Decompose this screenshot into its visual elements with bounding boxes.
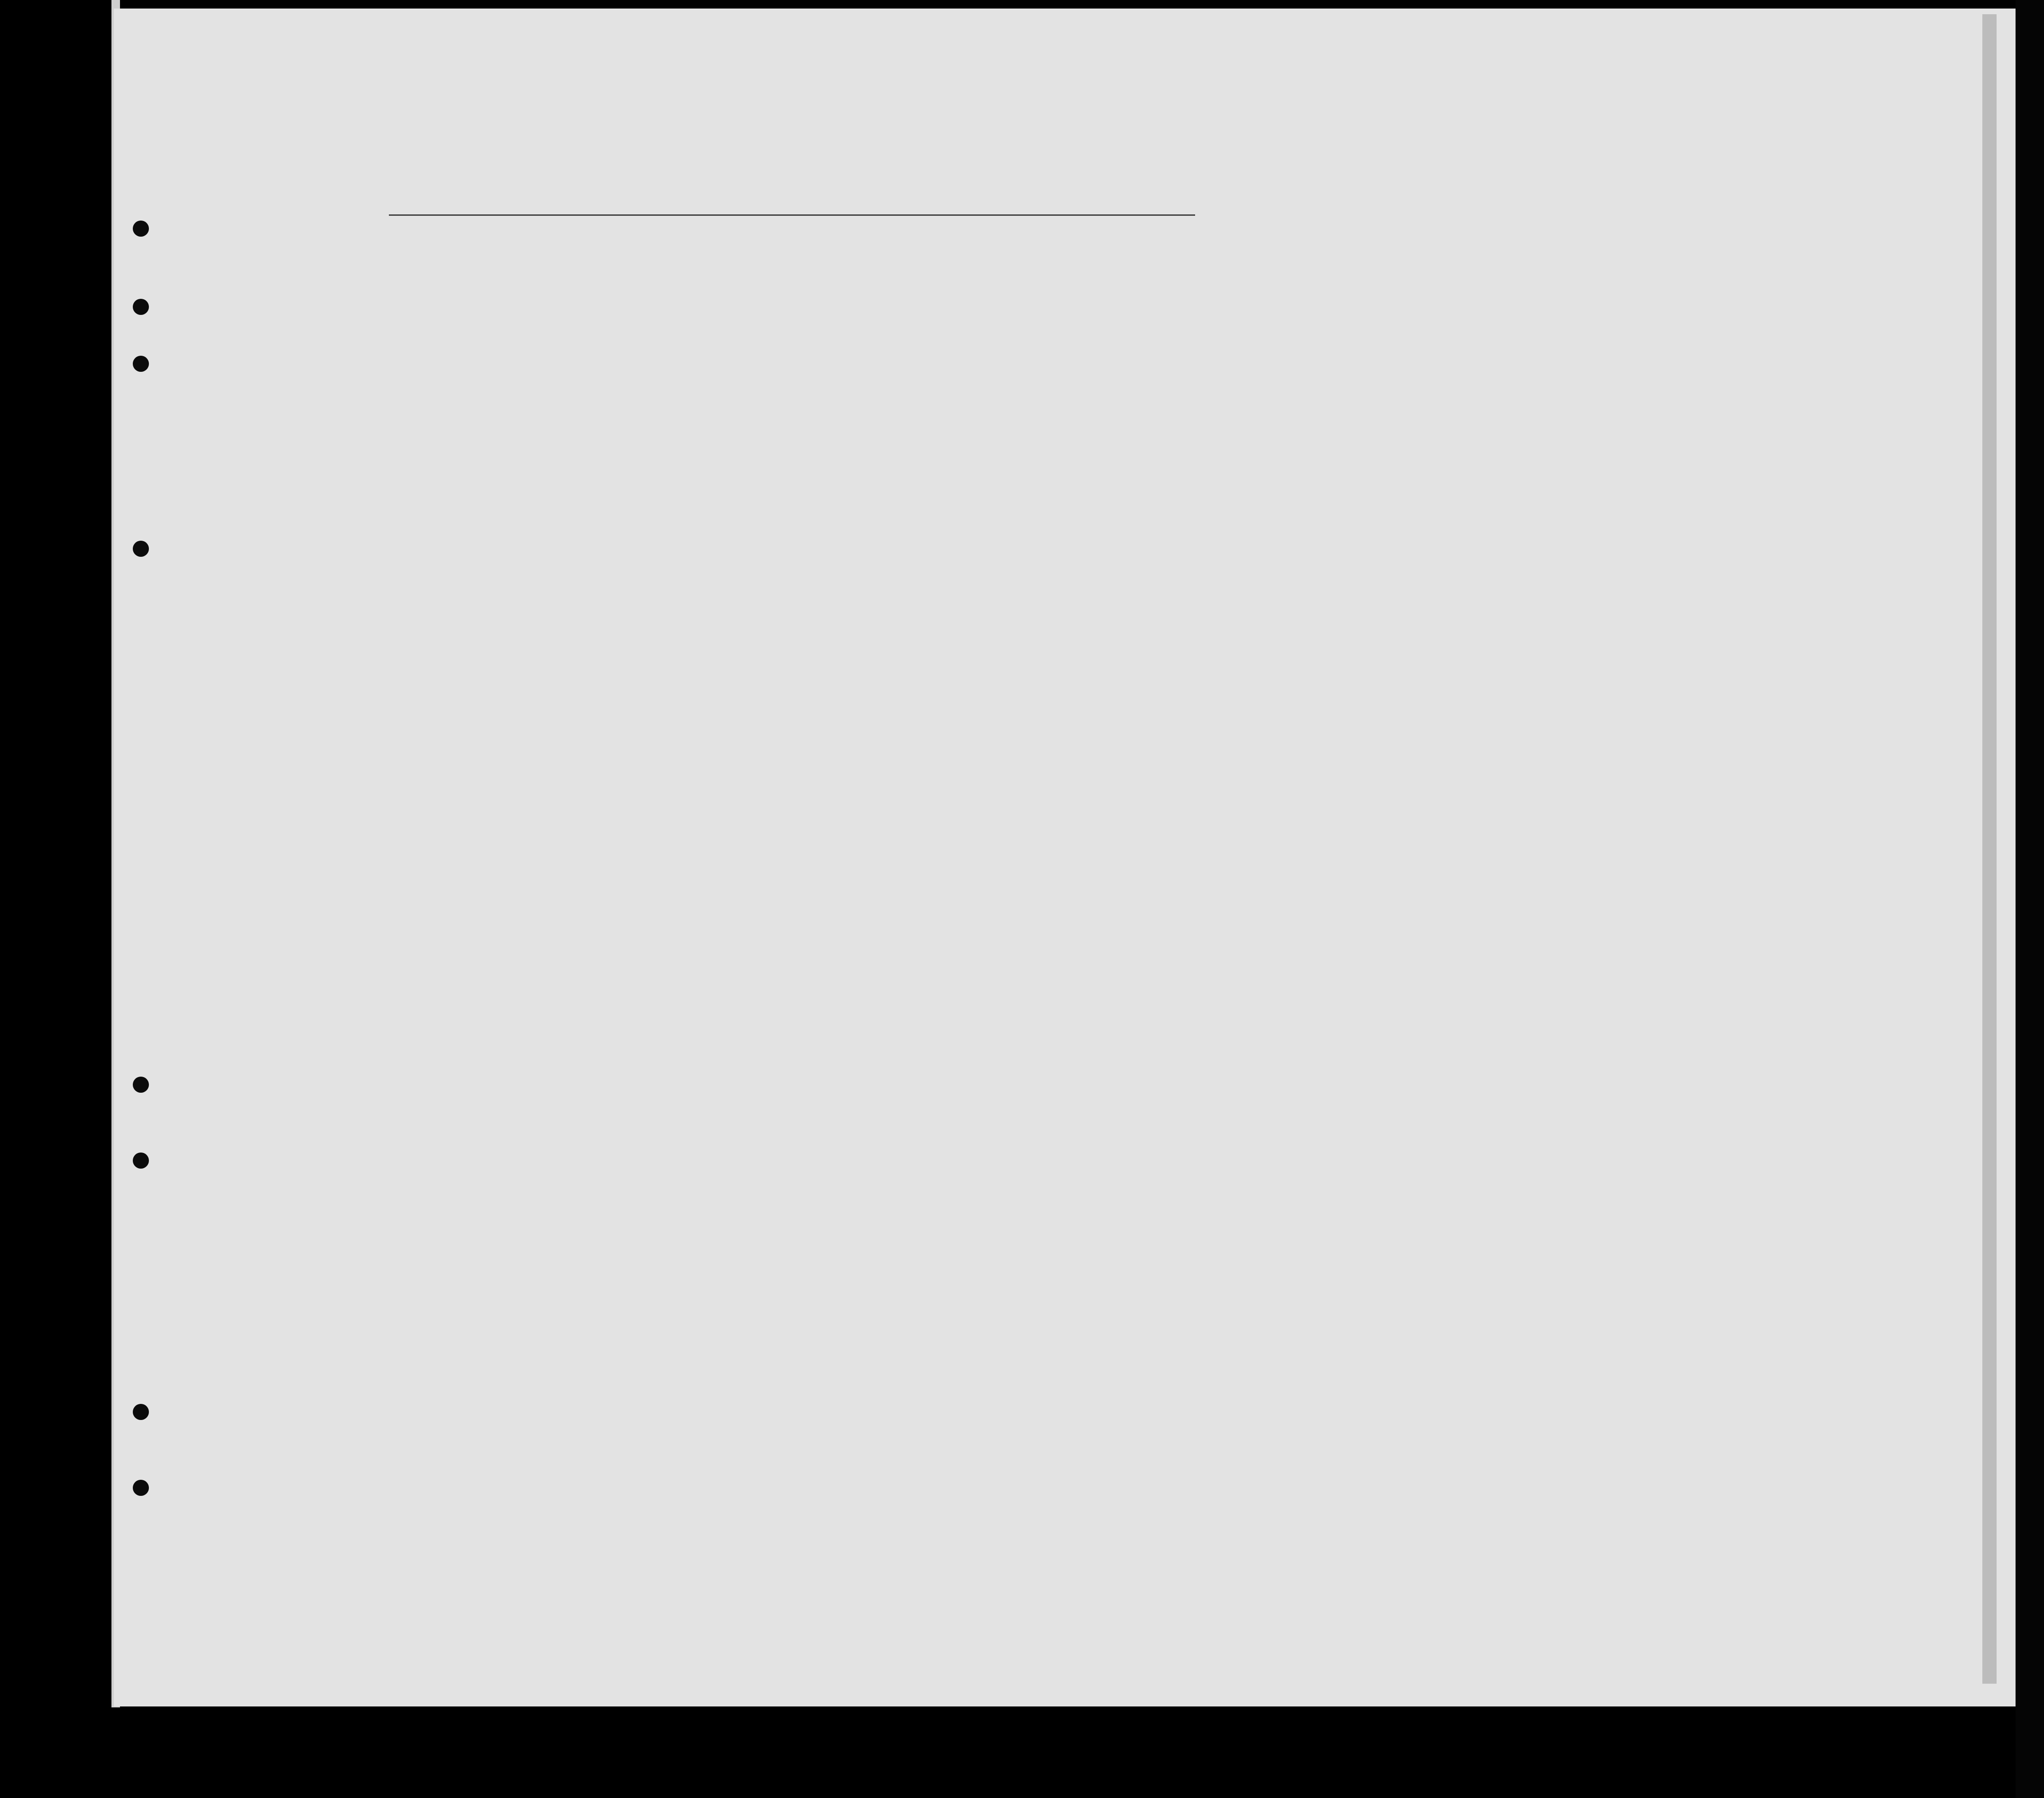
header-purpose-length bbox=[1197, 289, 1226, 394]
header-inches bbox=[1639, 351, 1653, 394]
header-feet bbox=[1617, 360, 1631, 394]
header-money bbox=[738, 285, 757, 394]
header-q30 bbox=[1465, 280, 1499, 394]
header-purpose-citizen bbox=[1257, 289, 1285, 394]
header-purpose-return bbox=[1148, 289, 1181, 394]
header-anarchist bbox=[1349, 285, 1368, 394]
header-polygamist bbox=[1326, 285, 1344, 394]
header-q29 bbox=[1423, 280, 1456, 394]
header-prison bbox=[1289, 282, 1322, 396]
header-ticket bbox=[625, 289, 644, 394]
header-q28 bbox=[1371, 280, 1418, 394]
